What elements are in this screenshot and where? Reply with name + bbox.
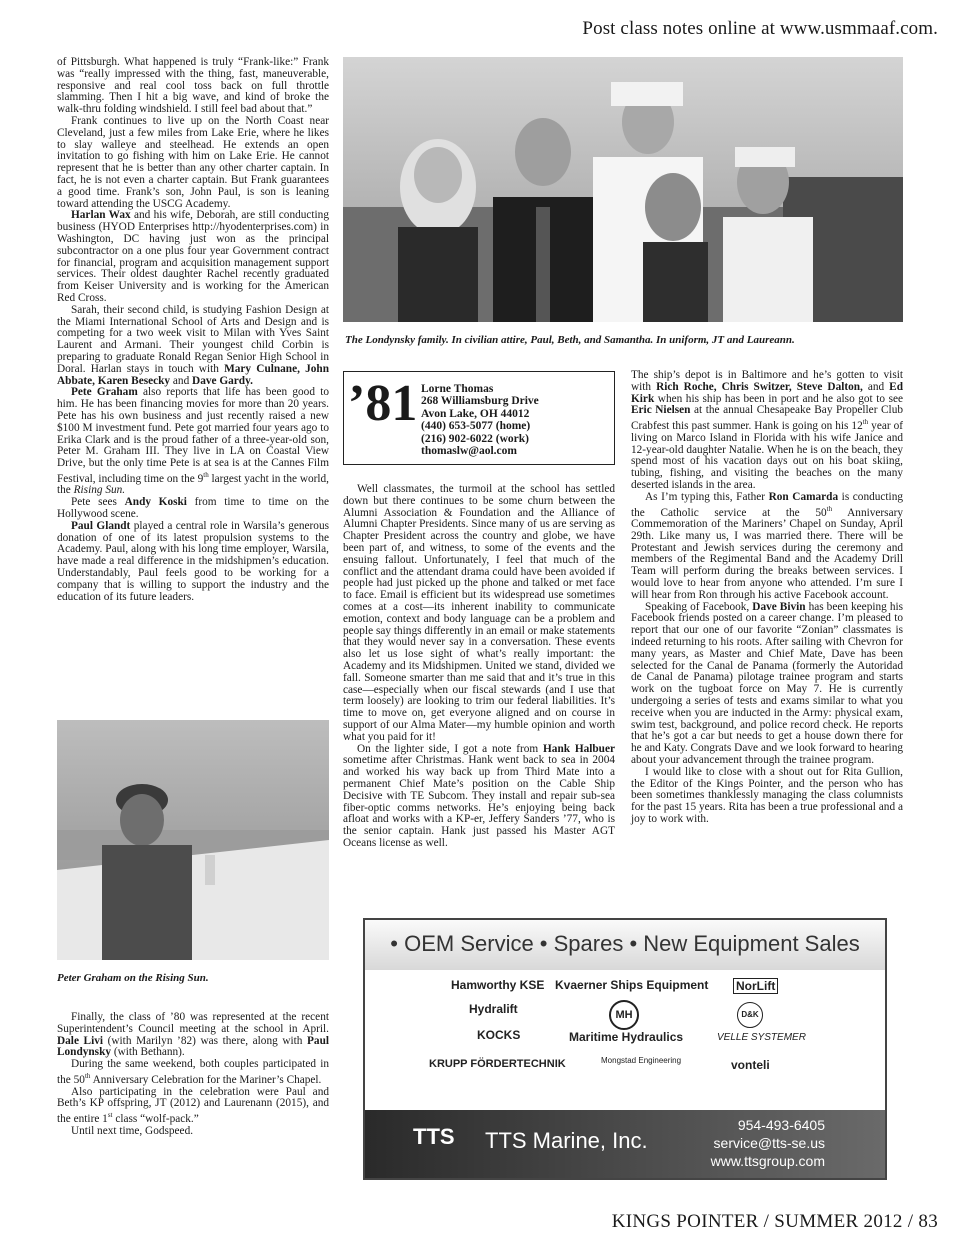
person-name: Paul Glandt (71, 519, 131, 532)
text-run: On the lighter side, I got a note from (357, 742, 544, 755)
person-name: Dave Bivin (752, 600, 806, 613)
class-year: ’81 (348, 375, 418, 432)
text-run: (with Marilyn ’82) was there, along with (103, 1034, 308, 1047)
paragraph (57, 521, 329, 604)
person-name: Paul Londynsky (57, 1034, 330, 1059)
contact-phone-work: (216) 902-6022 (work) (421, 432, 529, 445)
text-run: played a central role in Warsila’s generous donation of one of its latest propulsion systems to the Academy. Paul, along with his long time employer, Warsila, have made a real difference in the midshipmen’s education. Understandably, Paul feels good to be working for a company that is willing to support the industry and the education of its future leaders. (57, 519, 329, 603)
vonteli-logo: vonteli (731, 1058, 770, 1072)
person-name: Ron Camarda (768, 490, 839, 503)
maritime-hydraulics-logo: Maritime Hydraulics (569, 1030, 684, 1044)
text-run: is conducting the Catholic service at the 50 (631, 490, 903, 519)
paragraph: Well classmates, the turmoil at the school has settled down but there continues to be some churn between the Alumni Association & Foundation and the Alliance of Alumni Chapter Presidents. Since many of us are serving as Chapter President across the country and globe, we have been part of, and witness, to some of the events and the ensuing fallout. Unfortunately, I feel that much of the conflict and the attendant drama could have been avoided if people had just picked up the phone and talked or met face to face. Email is efficient but its widespread use sometimes comes at a cost—its inherent inability to communicate emotion, context and body language can be a problem and people say things differently in an email or make statements that they would never say in a conversation. These events also let us lose sight of what’s really important: the Academy and its Midshipmen. United we stand, divided we fall. Someone smarter than me said that and it’s true in this case—especially when our fiscal stewards (and I use that term loosely) are looking to trim our federal liabilities. It’s time to move on, get everyone aligned and on course in support of our Alma Mater—my humble opinion and worth what you paid for it! (343, 483, 615, 743)
superscript: th (203, 470, 209, 479)
mongstad-logo: Mongstad Engineering (601, 1056, 682, 1065)
paragraph (57, 497, 329, 521)
text-run: and (170, 374, 193, 387)
hamworthy-logo: Hamworthy KSE (451, 978, 545, 992)
velle-logo: VELLE SYSTEMER (717, 1032, 806, 1043)
left-bottom-text (57, 1012, 329, 1138)
text-run: and his wife, Deborah, are still conducting business (HYOD Enterprises http://hyodenterprises.com) in Washington, DC having just won as the principal subcontractor on a one plus four year Government contract for financial, program and acquisition management support services. Their oldest daughter Rachel recently graduated from Keiser University and is working for the American Red Cross. (57, 209, 329, 304)
person-name: Rich Roche, Chris Switzer, Steve Dalton, (656, 380, 863, 393)
ad-tagline: • OEM Service • Spares • New Equipment Sales (390, 931, 860, 956)
tts-marine-advertisement (363, 918, 887, 1180)
contact-city: Avon Lake, OH 44012 (421, 407, 530, 420)
person-name: Mary Culnane, John Abbate, Karen Besecky (57, 362, 329, 387)
class-contact-info (421, 383, 539, 457)
text-run: Speaking of Facebook, (645, 600, 753, 613)
kocks-logo: KOCKS (477, 1028, 521, 1042)
paragraph (57, 305, 329, 388)
text-run: sometime after Christmas. Hank went back to sea in 2004 and worked his way back up from Third Mate into a permanent Chief Mate’s position on the Cable Ship Decisive with TE Subcom. They install and repair sub-sea fiber-optic comms networks. He’s enjoying being back afloat and works with a KP-er, Jeffery Sanders ’77, who is the senior captain. Hank just passed his Master AGT Oceans license as well. (343, 754, 615, 849)
ad-brand-logos (365, 970, 885, 1110)
text-run: and (862, 380, 890, 393)
paragraph (631, 370, 903, 492)
person-name: Dale Livi (57, 1034, 104, 1047)
text-run: Finally, the class of ’80 was represented at the recent Superintendent’s Council meeting at the school in April. (57, 1011, 329, 1035)
paragraph (631, 602, 903, 767)
text-run: (with Bethann). (111, 1046, 185, 1059)
paragraph (631, 492, 903, 602)
company-contact (711, 1116, 825, 1170)
hydralift-logo: Hydralift (469, 1002, 518, 1016)
person-name: Eric Nielsen (631, 404, 691, 417)
text-run: As I’m typing this, Father (645, 490, 769, 503)
running-footer: KINGS POINTER / SUMMER 2012 / 83 (611, 1211, 938, 1232)
person-name: Hank Halbuer (543, 742, 615, 755)
ad-company-bar (365, 1110, 885, 1178)
dk-logo: D&K (737, 1002, 763, 1028)
paragraph: I would like to close with a shout out for Rita Gullion, the Editor of the Kings Pointer, and the person who has been sometimes thanklessly managing the class columnists for the past 15 years. Rita has been a true professional and a joy to work with. (631, 765, 903, 826)
text-run: Sarah, their second child, is studying Fashion Design at the Miami International School of Arts and Design and is competing for a two week visit to Milan with Yves Saint Laurent and Armani. Their youngest child Corbin is preparing to graduate Ronald Regan Senior High School in Doral. Harlan stays in touch with (57, 303, 329, 375)
running-header: Post class notes online at www.usmmaaf.com. (582, 18, 938, 39)
paragraph: of Pittsburgh. What happened is truly “Frank-like:” Frank was “really impressed with the thing, fast, maneuverable, responsive and real cool toss back on full throttle slamming. Then I hit a big wave, and kind of broke the walk-thru folding windshield. I still feel bad about that.” (57, 56, 329, 116)
text-run: class “wolf-pack.” (112, 1112, 199, 1125)
text-run: The ship’s depot is in Baltimore and he’s gotten to visit with (631, 369, 903, 393)
company-name: TTS Marine, Inc. (485, 1128, 648, 1153)
company-email: service@tts-se.us (713, 1135, 825, 1151)
superscript: th (862, 418, 869, 427)
company-phone: 954-493-6405 (737, 1117, 825, 1133)
superscript: th (826, 504, 833, 513)
person-name: Dave Gardy. (192, 374, 253, 387)
paragraph (57, 1087, 329, 1126)
family-photo-caption: The Londynsky family. In civilian attire, Paul, Beth, and Samantha. In uniform, JT and Laureann. (345, 334, 795, 346)
text-run: largest yacht in the world, the (57, 472, 329, 497)
left-column-text (57, 57, 329, 603)
contact-phone-home: (440) 653-5077 (home) (421, 420, 531, 433)
text-run: also reports that life has been good to him. He has been financing movies for more than 20 years. Pete has his own business and just recently raised a new $100 M investment fund. Pete got married four years ago to Erika Clark and is the proud father of a three-year-old son, Peter M. Graham III. They live in LA on Coastal View Drive, but the only time Pete is at sea is at the Cannes Film Festival, including time on the 9 (57, 386, 330, 485)
kvaerner-logo: Kvaerner Ships Equipment (555, 978, 709, 992)
yacht-name: Rising Sun. (73, 484, 126, 497)
text-run: has been keeping his Facebook friends posted on a career change. I’m pleased to report that our one of our favorite “Zonian” classmates is indeed returning to his roots. After sailing with Chevron for many years, as Master and Chief Mate, Dave has been selected for the Canal de Panama (formerly the Autoridad de Canal de Panama) pilotage trainee program and starts work on the tugboat force on May 7. He is currently undergoing a series of tests and exams similar to what you receive when you are inducted in the Army: physical exam, swim test, background, and police record check. He reports that he’s got a car but needs to get a house down there for he and Katy. Congrats Dave and we look forward to hearing about your advancement through the trainee program. (631, 600, 903, 767)
text-run: During the same weekend, both couples participated in the 50 (57, 1058, 329, 1086)
paragraph (57, 387, 329, 497)
superscript: th (84, 1071, 91, 1080)
person-name: Andy Koski (124, 496, 187, 509)
graham-photo-caption: Peter Graham on the Rising Sun. (57, 972, 209, 984)
paragraph: Until next time, Godspeed. (71, 1124, 194, 1137)
paragraph (57, 1059, 329, 1086)
right-column-text (631, 370, 903, 826)
krupp-logo: KRUPP FÖRDERTECHNIK (429, 1058, 566, 1070)
text-run: when his ship has been in port and he also got to see (654, 392, 903, 405)
paragraph (57, 210, 329, 304)
text-run: Anniversary Commemoration of the Mariners’ Chapel on Sunday, April 29th. Like many us, I was married there. There will be Protestant and Jewish services during the ceremony and members of the Regimental Band and the Academy Drill Team will perform during the breaks between services. I would love to hear from anyone who attended. I’m sure I will hear from Ron through his active Facebook account. (631, 506, 903, 601)
peter-graham-photo (57, 720, 329, 960)
mh-logo: MH (609, 1000, 639, 1030)
middle-column-text (343, 484, 615, 850)
superscript: st (107, 1111, 113, 1120)
class-81-contact-box (343, 371, 615, 465)
paragraph: Frank continues to live up on the North Coast near Cleveland, just a few miles from Lake Erie, where he likes to slay walleye and steelhead. He extends an open invitation to go fishing with him on Lake Erie. He cannot represent that he is better than any other charter captain. In fact, he is not even a charter captain. But Frank guarantees a good time. Frank’s son, John Paul, is son is leaning toward attending the USCG Academy. (57, 114, 329, 210)
londynsky-family-photo (343, 57, 903, 322)
paragraph (343, 744, 615, 850)
norlift-logo: NorLift (733, 978, 778, 994)
text-run: year of living on Marco Island in Florida with his wife Janice and 12-year-old daughter Natalie. When he is on the beach, they spend most of his vacation days out on his boat skiing, tubing, fishing, and visiting the beaches on the many deserted islands in the area. (631, 419, 903, 491)
text-run: at the annual Chesapeake Bay Propeller Club Crabfest this past summer. Hank is going on his 12 (631, 404, 903, 432)
text-run: Anniversary Celebration for the Mariner’s Chapel. (90, 1073, 322, 1086)
person-name: Harlan Wax (71, 209, 131, 222)
paragraph (57, 1012, 329, 1059)
text-run: Also participating in the celebration were Paul and Beth’s KP offspring, JT (2012) and Laurenann (2015), and the entire 1 (57, 1085, 329, 1125)
text-run: Pete sees (71, 496, 125, 509)
contact-email: thomaslw@aol.com (421, 445, 517, 458)
graham-photo-image (57, 720, 329, 960)
family-photo-image (343, 57, 903, 322)
company-website: www.ttsgroup.com (710, 1153, 825, 1169)
contact-name: Lorne Thomas (421, 383, 494, 395)
ad-tagline-bar (365, 920, 885, 970)
text-run: from time to time on the Hollywood scene. (57, 496, 329, 521)
contact-street: 268 Williamsburg Drive (421, 395, 539, 408)
person-name: Ed Kirk (631, 380, 903, 405)
person-name: Pete Graham (71, 386, 138, 399)
tts-logo: TTS (413, 1124, 455, 1149)
